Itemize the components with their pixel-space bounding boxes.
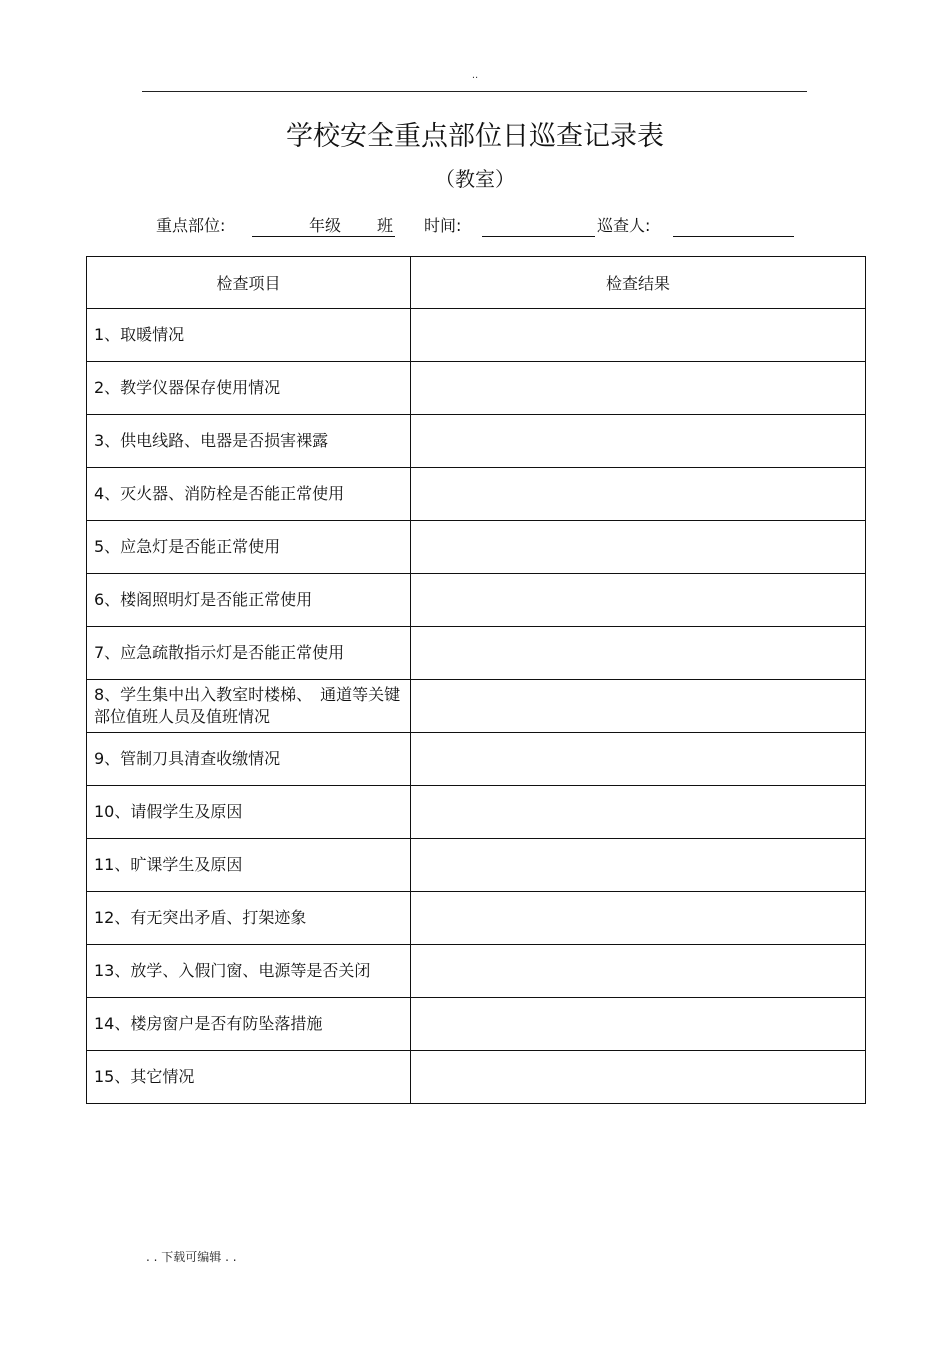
table-row	[87, 998, 866, 1051]
result-cell[interactable]	[411, 362, 866, 415]
location-label: 重点部位:	[156, 216, 226, 235]
class-label: 班	[377, 216, 394, 235]
item-cell: 9、管制刀具清查收缴情况	[87, 733, 411, 786]
result-cell[interactable]	[411, 521, 866, 574]
item-cell: 1、取暖情况	[87, 309, 411, 362]
time-label: 时间:	[424, 216, 462, 235]
header-check-item: 检查项目	[87, 257, 411, 309]
result-cell[interactable]	[411, 839, 866, 892]
item-cell: 15、其它情况	[87, 1051, 411, 1104]
time-blank[interactable]	[482, 214, 595, 237]
inspector-label: 巡查人:	[597, 216, 651, 235]
item-cell: 3、供电线路、电器是否损害裸露	[87, 415, 411, 468]
result-cell[interactable]	[411, 733, 866, 786]
table-row	[87, 468, 866, 521]
table-row	[87, 892, 866, 945]
table-row	[87, 309, 866, 362]
item-cell: 2、教学仪器保存使用情况	[87, 362, 411, 415]
result-cell[interactable]	[411, 415, 866, 468]
item-cell: 10、请假学生及原因	[87, 786, 411, 839]
result-cell[interactable]	[411, 309, 866, 362]
item-cell: 13、放学、入假门窗、电源等是否关闭	[87, 945, 411, 998]
table-row	[87, 627, 866, 680]
table-row	[87, 839, 866, 892]
table-row	[87, 733, 866, 786]
table-row	[87, 415, 866, 468]
item-cell: 8、学生集中出入教室时楼梯、 通道等关键部位值班人员及值班情况	[87, 680, 411, 733]
item-cell: 11、旷课学生及原因	[87, 839, 411, 892]
result-cell[interactable]	[411, 786, 866, 839]
item-cell: 12、有无突出矛盾、打架迹象	[87, 892, 411, 945]
table-row	[87, 1051, 866, 1104]
grade-label: 年级	[309, 216, 342, 235]
footer-text: . . 下载可编辑 . .	[146, 1250, 237, 1264]
result-cell[interactable]	[411, 468, 866, 521]
header-dots: ..	[471, 70, 479, 81]
header-check-result: 检查结果	[411, 257, 866, 309]
table-row	[87, 362, 866, 415]
info-row	[0, 214, 950, 240]
table-row	[87, 574, 866, 627]
page-subtitle: （教室）	[435, 167, 515, 191]
table-row	[87, 786, 866, 839]
header-rule	[142, 91, 807, 92]
table-row	[87, 945, 866, 998]
item-cell: 7、应急疏散指示灯是否能正常使用	[87, 627, 411, 680]
result-cell[interactable]	[411, 574, 866, 627]
result-cell[interactable]	[411, 627, 866, 680]
table-row	[87, 521, 866, 574]
item-cell: 4、灭火器、消防栓是否能正常使用	[87, 468, 411, 521]
item-cell: 14、楼房窗户是否有防坠落措施	[87, 998, 411, 1051]
result-cell[interactable]	[411, 945, 866, 998]
table-row	[87, 680, 866, 733]
inspection-table	[86, 256, 866, 1104]
item-cell: 6、楼阁照明灯是否能正常使用	[87, 574, 411, 627]
result-cell[interactable]	[411, 1051, 866, 1104]
table-header-row	[87, 257, 866, 309]
item-cell: 5、应急灯是否能正常使用	[87, 521, 411, 574]
result-cell[interactable]	[411, 998, 866, 1051]
page-title: 学校安全重点部位日巡查记录表	[286, 121, 664, 152]
result-cell[interactable]	[411, 892, 866, 945]
inspector-blank[interactable]	[673, 214, 794, 237]
result-cell[interactable]	[411, 680, 866, 733]
